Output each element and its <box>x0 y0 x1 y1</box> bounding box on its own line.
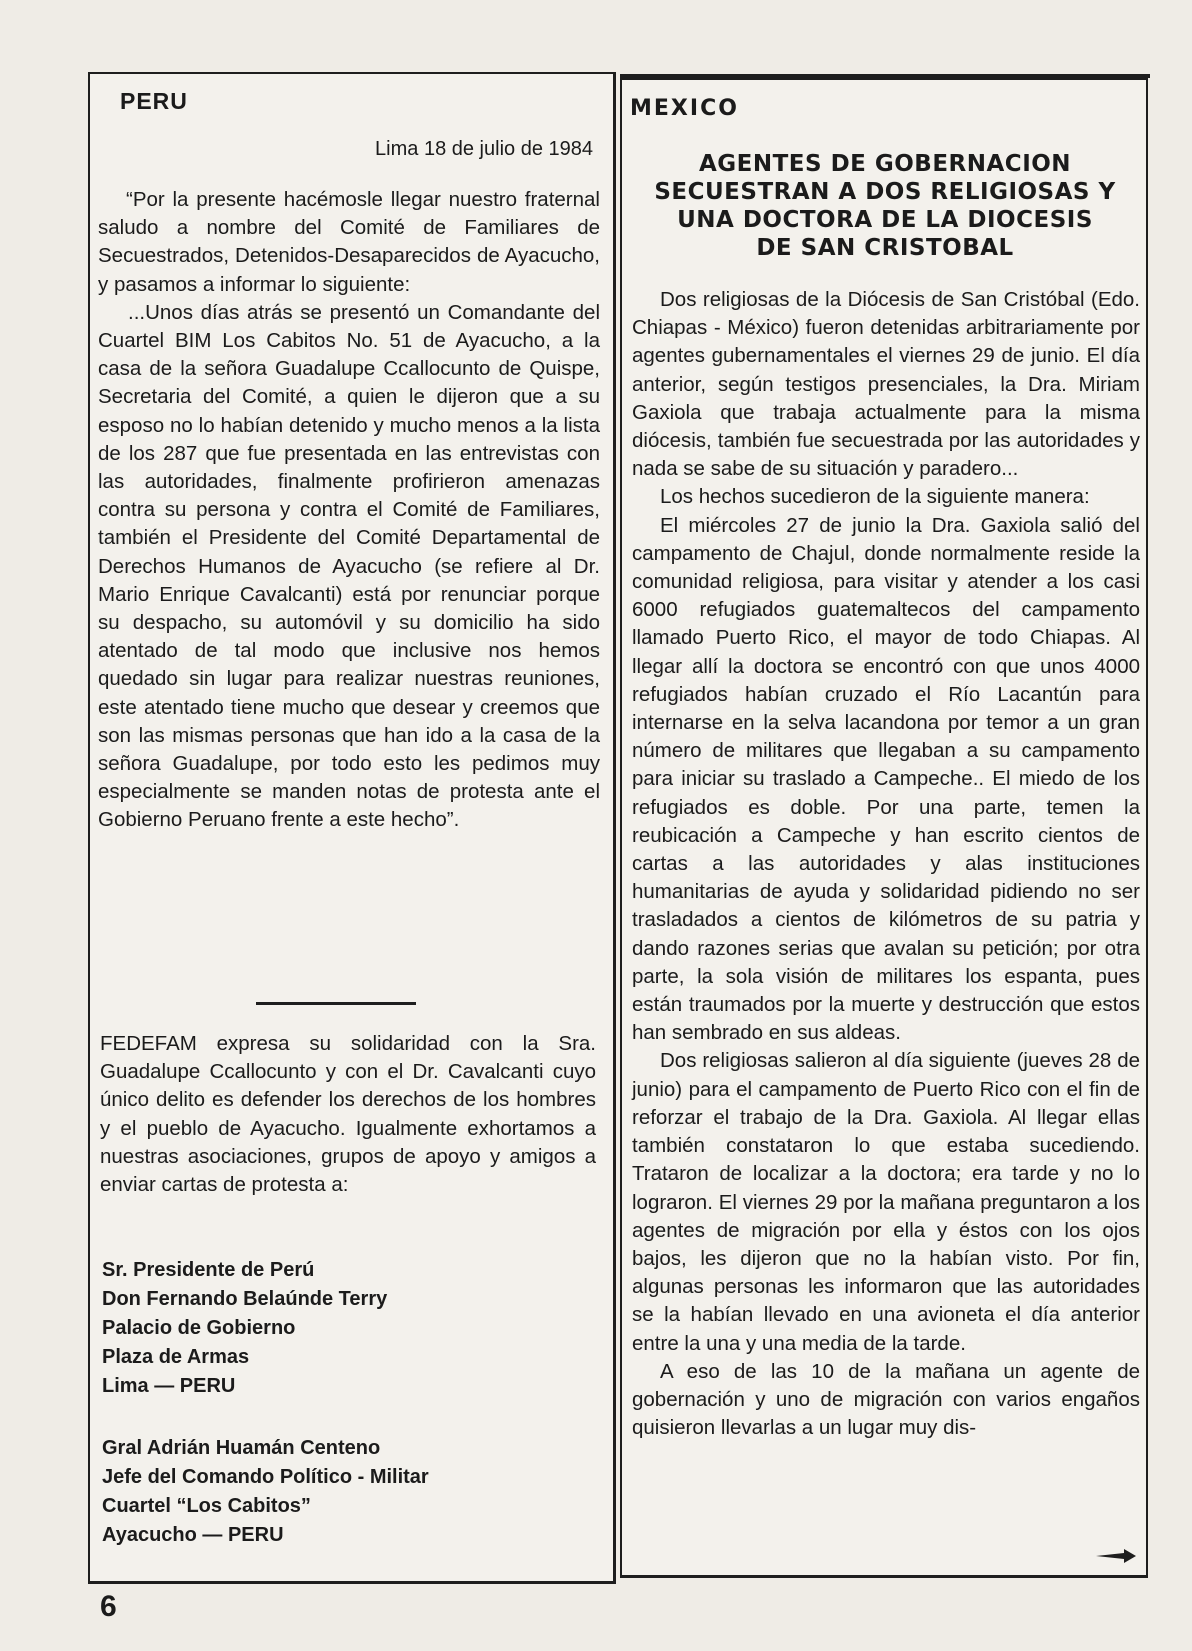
headline-line: AGENTES DE GOBERNACION <box>698 151 1072 177</box>
article-headline <box>632 150 1138 262</box>
address-line: Cuartel “Los Cabitos” <box>102 1495 311 1517</box>
address-block-president <box>102 1256 387 1401</box>
address-line: Lima — PERU <box>102 1375 236 1397</box>
article-paragraph: Los hechos sucedieron de la siguiente manera: <box>660 485 1090 509</box>
address-line: Jefe del Comando Político - Militar <box>102 1466 429 1488</box>
page-number: 6 <box>100 1590 117 1623</box>
solidarity-text: FEDEFAM expresa su solidaridad con la Sra. Guadalupe Ccallocunto y con el Dr. Cavalcanti cuyo único delito es defender los derechos de los hombres y el pueblo de Ayacucho. Igualmente exhortamos a nuestras asociaciones, grupos de apoyo y amigos a enviar cartas de protesta a: <box>100 1032 596 1197</box>
headline-line: SECUESTRAN A DOS RELIGIOSAS Y <box>654 179 1116 205</box>
address-line: Sr. Presidente de Perú <box>102 1259 315 1281</box>
article-paragraph: Dos religiosas de la Diócesis de San Cristóbal (Edo. Chiapas - México) fueron detenidas arbitrariamente por agentes gubernamentales el viernes 29 de junio. El día anterior, según testigos presenciales, la Dra. Miriam Gaxiola que trabaja actualmente para la misma diócesis, también fue secuestrada por las autoridades y nada se sabe de su situación y paradero... <box>632 288 1140 481</box>
address-line: Ayacucho — PERU <box>102 1524 284 1546</box>
headline-line: UNA DOCTORA DE LA DIOCESIS <box>677 207 1093 233</box>
article-paragraph: Dos religiosas salieron al día siguiente (jueves 28 de junio) para el campamento de Puerto Rico con el fin de reforzar el trabajo de la Dra. Gaxiola. Al llegar ellas también constataron lo que estaba sucediendo. Trataron de localizar a la doctora; era tarde y no lo lograron. El viernes 29 por la mañana preguntaron a los agentes de migración por ella y éstos con los ojos bajos, les dijeron que no la habían visto. Por fin, algunas personas les informaron que las autoridades se la habían llevado en una avioneta el día anterior entre la una y una media de la tarde. <box>632 1049 1140 1355</box>
section-label-mexico: MEXICO <box>630 96 739 121</box>
address-line: Palacio de Gobierno <box>102 1317 296 1339</box>
article-paragraph: El miércoles 27 de junio la Dra. Gaxiola salió del campamento de Chajul, donde normalmente reside la comunidad religiosa, para visitar y atender a los casi 6000 refugiados guatemaltecos del campamento llamado Puerto Rico, el mayor de todo Chiapas. Al llegar allí la doctora se encontró con que unos 4000 refugiados habían cruzado el Río Lacantún para internarse en la selva lacandona por temor a un gran número de militares que llegaban a su campamento para iniciar su traslado a Campeche.. El miedo de los refugiados es doble. Por una parte, temen la reubicación a Campeche y han escrito cientos de cartas a las autoridades y alas instituciones humanitarias de ayuda y solidaridad pidiendo no ser trasladados a cientos de kilómetros de su patria y dando razones serias que avalan su petición; por otra parte, la sola visión de militares los espanta, pues están traumados por la muerte y destrucción que estos han sembrado en sus aldeas. <box>632 513 1140 1045</box>
address-line: Plaza de Armas <box>102 1346 250 1368</box>
dateline: Lima 18 de julio de 1984 <box>375 138 593 160</box>
address-block-general <box>102 1434 429 1550</box>
letter-text <box>98 186 600 835</box>
solidarity-paragraph <box>100 1030 596 1199</box>
peru-column <box>88 72 616 1584</box>
article-paragraph: A eso de las 10 de la mañana un agente de gobernación y uno de migración con varios engaños quisieron llevarlas a un lugar muy dis- <box>632 1359 1140 1440</box>
letter-paragraph: “Por la presente hacémosle llegar nuestro fraternal saludo a nombre del Comité de Familiares de Secuestrados, Detenidos-Desaparecidos de Ayacucho, y pasamos a informar lo siguiente: <box>98 188 600 296</box>
continue-arrow-icon <box>1096 1549 1136 1563</box>
article-body <box>632 286 1140 1442</box>
mexico-column <box>620 78 1148 1578</box>
headline-line: DE SAN CRISTOBAL <box>756 235 1014 261</box>
address-line: Gral Adrián Huamán Centeno <box>102 1437 381 1459</box>
address-line: Don Fernando Belaúnde Terry <box>102 1288 388 1310</box>
letter-paragraph: ...Unos días atrás se presentó un Comandante del Cuartel BIM Los Cabitos No. 51 de Ayacucho, a la casa de la señora Guadalupe Ccallocunto de Quispe, Secretaria del Comité, a quien le dijeron que a su esposo no lo habían detenido y mucho menos a la lista de los 287 que fue presentada en las entrevistas con las autoridades, finalmente profirieron amenazas contra su persona y contra el Comité de Familiares, también el Presidente del Comité Departamental de Derechos Humanos de Ayacucho (se refiere al Dr. Mario Enrique Cavalcanti) está por renunciar porque su despacho, su automóvil y su domicilio ha sido atentado de tal modo que inclusive nos hemos quedado sin lugar para realizar nuestras reuniones, este atentado tiene mucho que desear y creemos que son las mismas personas que han ido a la casa de la señora Guadalupe, por todo esto les pedimos muy especialmente se manden notas de protesta ante el Gobierno Peruano frente a este hecho”. <box>98 300 600 832</box>
section-label-peru: PERU <box>120 88 188 114</box>
divider <box>256 1002 416 1005</box>
